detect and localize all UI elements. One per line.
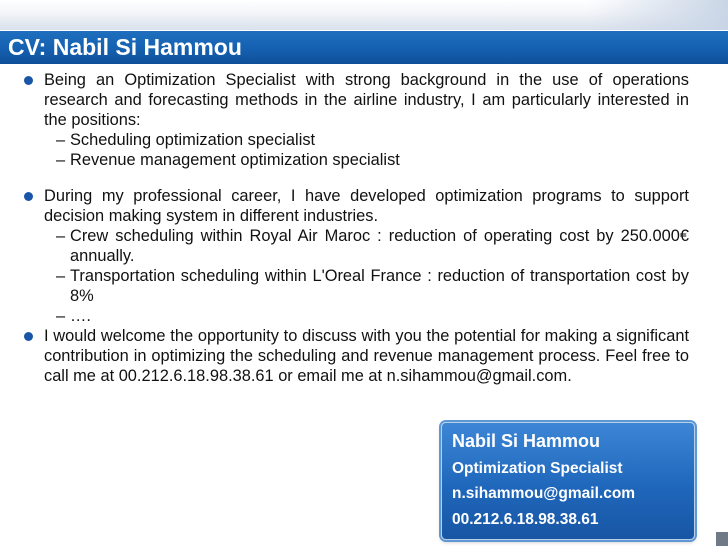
top-decor-band <box>0 0 728 30</box>
dash-icon: – <box>56 267 66 285</box>
bullet-text: During my professional career, I have developed optimization programs to support decision making system in different industries. <box>44 187 689 225</box>
sub-bullet <box>24 150 689 170</box>
slide-title: CV: Nabil Si Hammou <box>8 34 242 60</box>
sub-bullet-text: Transportation scheduling within L'Oreal France : reduction of transportation cost by 8% <box>70 267 689 305</box>
bullet-positions <box>24 70 689 130</box>
sub-bullet-text: Crew scheduling within Royal Air Maroc : reduction of operating cost by 250.000€ annually. <box>70 227 689 265</box>
bullet-text: Being an Optimization Specialist with strong background in the use of operations research and forecasting methods in the airline industry, I am particularly interested in the positions: <box>44 71 689 129</box>
dash-icon: – <box>56 307 66 325</box>
bullet-dot-icon <box>24 76 33 85</box>
sub-bullet <box>24 130 689 150</box>
bullet-career <box>24 186 689 226</box>
dash-icon: – <box>56 131 66 149</box>
contact-email: n.sihammou@gmail.com <box>452 485 636 502</box>
slide-body <box>24 70 689 386</box>
bullet-dot-icon <box>24 192 33 201</box>
bullet-contact <box>24 326 689 386</box>
dash-icon: – <box>56 151 66 169</box>
dash-icon: – <box>56 227 66 245</box>
sub-bullet <box>24 226 689 266</box>
bullet-text: I would welcome the opportunity to discuss with you the potential for making a significant contribution in optimizing the scheduling and revenue management process. Feel free to call me at 00.212.6.18.98.38.61 or email me at n.sihammou@gmail.com. <box>44 327 689 385</box>
contact-phone: 00.212.6.18.98.38.61 <box>452 511 599 528</box>
sub-bullet <box>24 266 689 306</box>
title-bar <box>0 31 728 64</box>
corner-decor <box>716 532 728 546</box>
top-decor-strip <box>588 0 728 30</box>
contact-name: Nabil Si Hammou <box>452 431 601 451</box>
sub-bullet <box>24 306 689 326</box>
bullet-dot-icon <box>24 332 33 341</box>
sub-bullet-text: Scheduling optimization specialist <box>70 131 316 149</box>
contact-card <box>441 422 695 540</box>
sub-bullet-text: …. <box>70 307 91 325</box>
sub-bullet-text: Revenue management optimization specialist <box>70 151 400 169</box>
contact-role: Optimization Specialist <box>452 460 623 477</box>
